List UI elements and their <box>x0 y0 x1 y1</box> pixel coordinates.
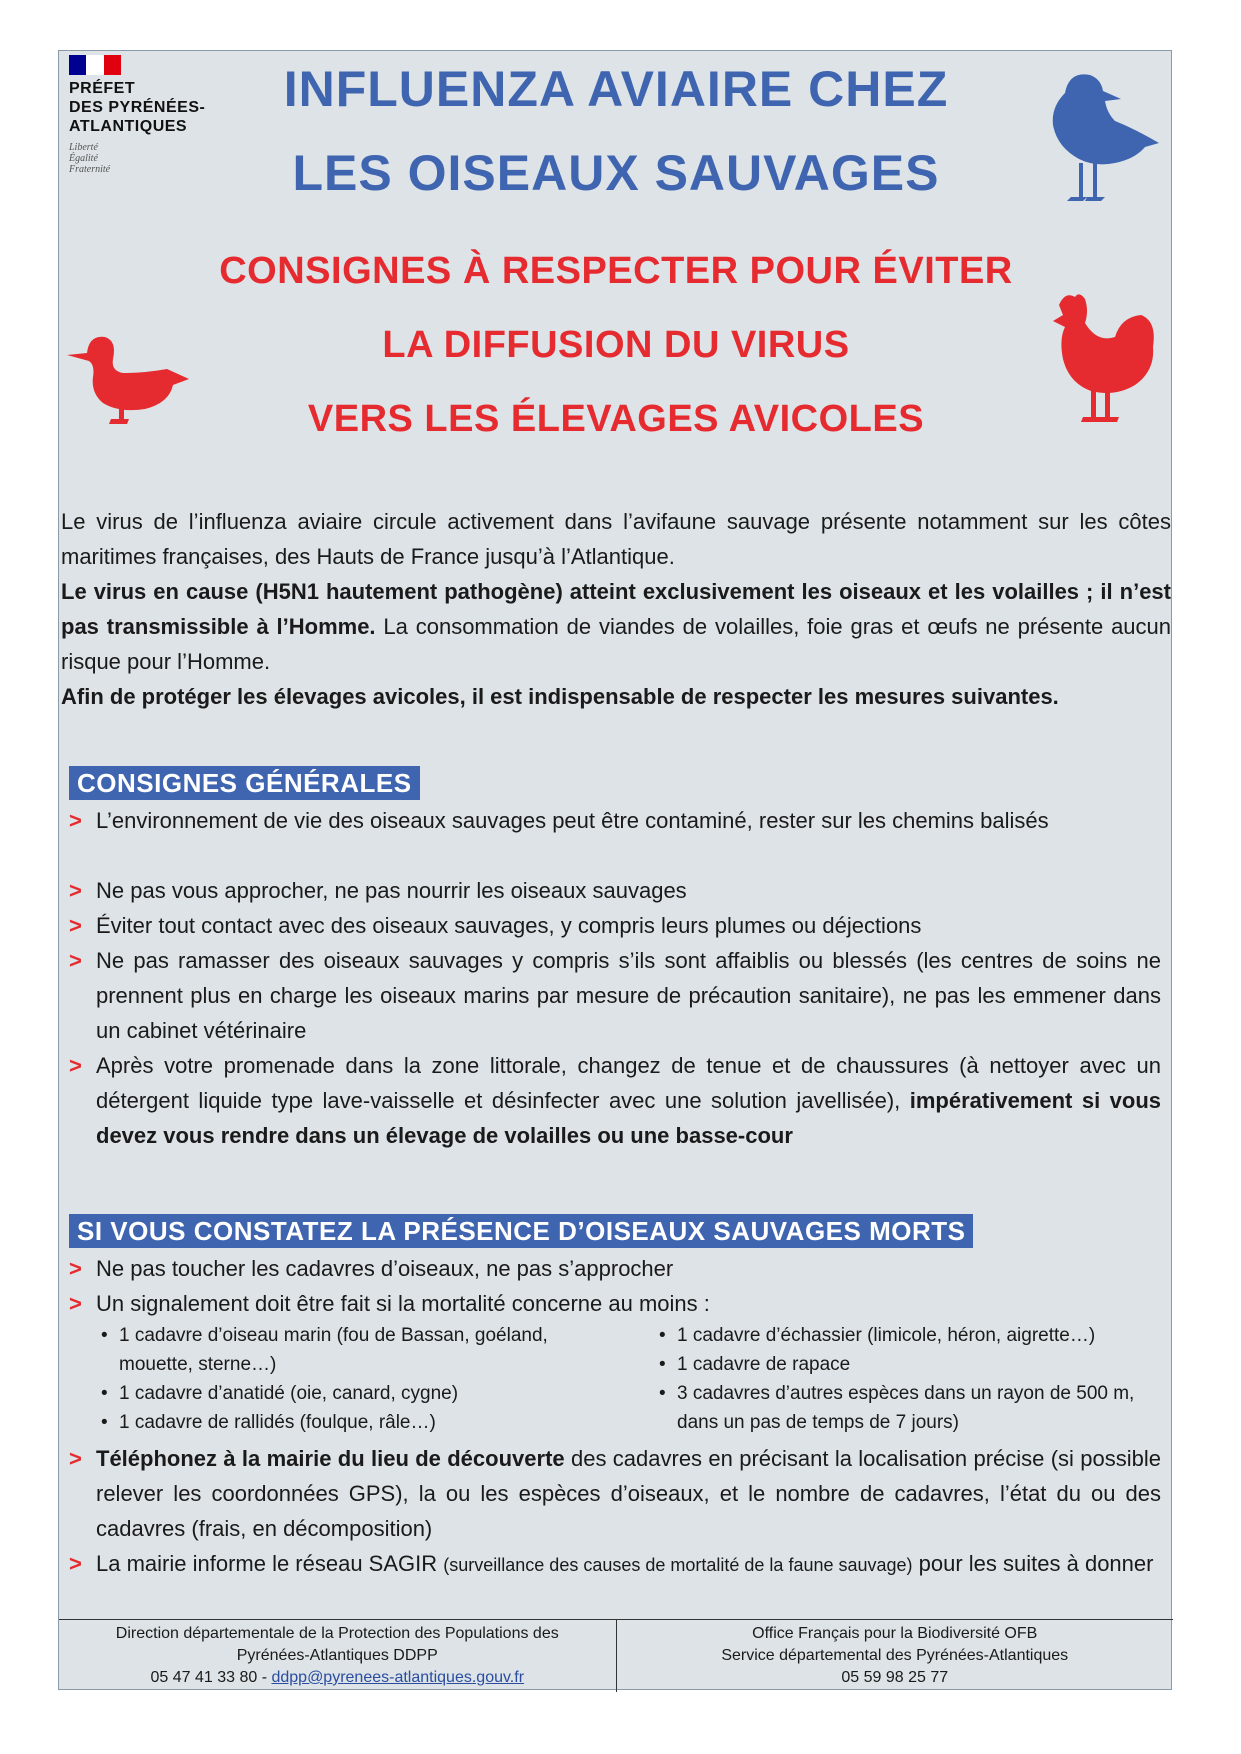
general-item-3: > Éviter tout contact avec des oiseaux sauvages, y compris leurs plumes ou déjections <box>69 908 1161 943</box>
gull-icon <box>1035 63 1165 213</box>
section-heading-general: CONSIGNES GÉNÉRALES <box>69 766 420 800</box>
general-item-5: > Après votre promenade dans la zone littorale, changez de tenue et de chaussures (à nettoyer avec un détergent liquide type lave-vaisselle et désinfecter avec une solution javellisée), impérativement si vous devez vous rendre dans un élevage de volailles ou une basse-cour <box>69 1048 1161 1153</box>
arrow-icon: > <box>69 1053 82 1078</box>
general-item-4: > Ne pas ramasser des oiseaux sauvages y compris s’ils sont affaiblis ou blessés (les centres de soins ne prennent plus en charge les oiseaux marins par mesure de précaution sanitaire), ne pas les emmener dans un cabinet vétérinaire <box>69 943 1161 1048</box>
general-item-2: > Ne pas vous approcher, ne pas nourrir les oiseaux sauvages <box>69 873 1161 908</box>
arrow-icon: > <box>69 913 82 938</box>
hen-icon <box>1045 287 1161 437</box>
subtitle-line-2: LA DIFFUSION DU VIRUS <box>382 324 850 366</box>
intro-p1: Le virus de l’influenza aviaire circule activement dans l’avifaune sauvage présente notamment sur les côtes maritimes françaises, des Hauts de France jusqu’à l’Atlantique. <box>61 509 1171 569</box>
title-line-1: INFLUENZA AVIAIRE CHEZ <box>283 61 949 117</box>
sub-item-echassier: • 1 cadavre d’échassier (limicole, héron, aigrette…) <box>659 1325 1096 1346</box>
dead-item-1: > Ne pas toucher les cadavres d’oiseaux, ne pas s’approcher <box>69 1251 1161 1286</box>
arrow-icon: > <box>69 1291 82 1316</box>
arrow-icon: > <box>69 948 82 973</box>
sub-item-rapace: • 1 cadavre de rapace <box>659 1354 851 1375</box>
motto-liberte: Liberté <box>69 142 98 153</box>
logo-line-1: PRÉFET <box>69 80 136 97</box>
arrow-icon: > <box>69 878 82 903</box>
motto-fraternite: Fraternité <box>69 164 111 175</box>
ddpp-email-link[interactable]: ddpp@pyrenees-atlantiques.gouv.fr <box>271 1669 525 1686</box>
general-item-1: > L’environnement de vie des oiseaux sauvages peut être contaminé, rester sur les chemins balisés <box>69 803 1161 838</box>
footer-ofb: Office Français pour la Biodiversité OFB Service départemental des Pyrénées-Atlantiques 05 59 98 25 77 <box>616 1620 1174 1692</box>
arrow-icon: > <box>69 1256 82 1281</box>
poster <box>58 50 1172 1690</box>
section-heading-dead-birds: SI VOUS CONSTATEZ LA PRÉSENCE D’OISEAUX SAUVAGES MORTS <box>69 1214 973 1248</box>
title-line-2: LES OISEAUX SAUVAGES <box>292 145 940 201</box>
subtitle-line-3: VERS LES ÉLEVAGES AVICOLES <box>307 398 925 440</box>
duck-icon <box>65 329 195 429</box>
sub-item-autres: • 3 cadavres d’autres espèces dans un rayon de 500 m, dans un pas de temps de 7 jours) <box>659 1383 1135 1433</box>
intro-text <box>61 504 1171 714</box>
sub-item-anatide: • 1 cadavre d’anatidé (oie, canard, cygne) <box>101 1383 459 1404</box>
subtitle-line-1: CONSIGNES À RESPECTER POUR ÉVITER <box>219 250 1013 292</box>
sub-item-rallides: • 1 cadavre de rallidés (foulque, râle…) <box>101 1412 436 1433</box>
dead-item-4: > La mairie informe le réseau SAGIR (surveillance des causes de mortalité de la faune sauvage) pour les suites à donner <box>69 1546 1161 1583</box>
arrow-icon: > <box>69 1446 82 1471</box>
intro-p3-bold: Afin de protéger les élevages avicoles, il est indispensable de respecter les mesures suivantes. <box>61 684 1059 709</box>
dead-item-2: > Un signalement doit être fait si la mortalité concerne au moins : <box>69 1286 1161 1321</box>
motto-egalite: Égalité <box>69 153 98 164</box>
sub-item-marine: • 1 cadavre d’oiseau marin (fou de Bassan, goéland, mouette, sterne…) <box>101 1325 548 1375</box>
footer-ddpp: Direction départementale de la Protection des Populations des Pyrénées-Atlantiques DDPP 05 47 41 33 80 - ddpp@pyrenees-atlantiques.gouv.fr <box>115 1625 559 1686</box>
logo-line-2: DES PYRÉNÉES- <box>69 99 206 116</box>
intro-p2-bold: Le virus en cause (H5N1 hautement pathogène) atteint exclusivement les oiseaux et les volailles ; il n’est pas transmissible à l’Homme. <box>61 579 1171 639</box>
arrow-icon: > <box>69 1551 82 1576</box>
footer <box>59 1619 1173 1692</box>
intro-p2-rest: La consommation de viandes de volailles, foie gras et œufs ne présente aucun risque pour l’Homme. <box>61 614 1172 674</box>
logo-line-3: ATLANTIQUES <box>69 118 188 135</box>
arrow-icon: > <box>69 808 82 833</box>
dead-item-3: > Téléphonez à la mairie du lieu de découverte des cadavres en précisant la localisation précise (si possible relever les coordonnées GPS), la ou les espèces d’oiseaux, et le nombre de cadavres, l’état du ou des cadavres (frais, en décomposition) <box>69 1441 1161 1546</box>
